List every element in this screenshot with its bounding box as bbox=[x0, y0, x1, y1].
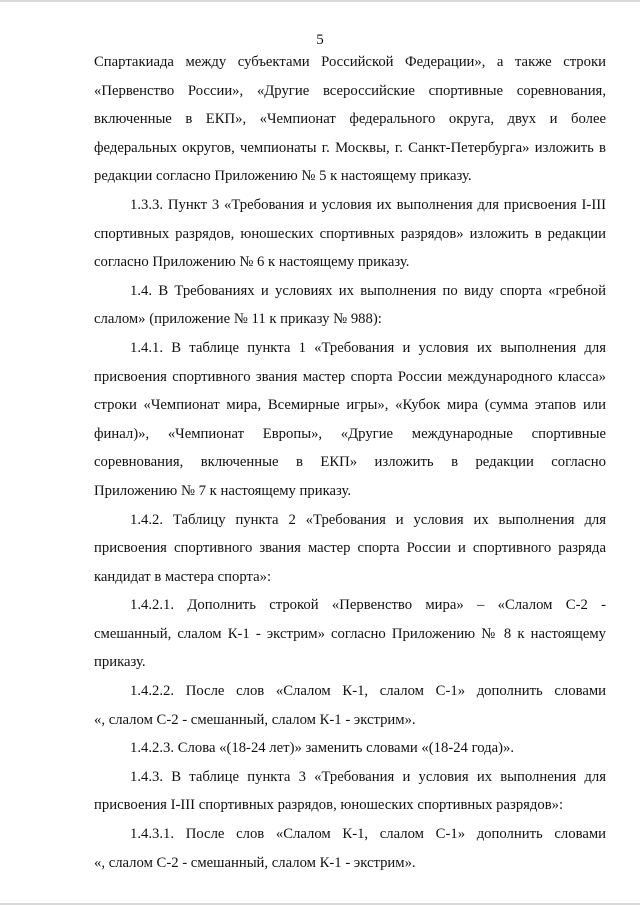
text-line: 1.4.1. В таблице пункта 1 «Требования и условия их выполнения для bbox=[130, 339, 606, 356]
text-line: присвоения I-III спортивных разрядов, юношеских спортивных разрядов»: bbox=[94, 797, 564, 814]
page-number: 5 bbox=[316, 32, 324, 48]
text-line: кандидат в мастера спорта»: bbox=[94, 568, 272, 585]
text-line: слалом» (приложение № 11 к приказу № 988): bbox=[94, 311, 382, 328]
paragraph-p6 bbox=[94, 677, 606, 734]
text-line: 1.4.2.3. Слова «(18-24 лет)» заменить словами «(18-24 года)». bbox=[130, 740, 515, 757]
text-line: спортивных разрядов, юношеских спортивных разрядов» изложить в редакции bbox=[94, 225, 606, 242]
paragraph-p1 bbox=[94, 191, 606, 277]
text-line: соревнования, включенные в ЕКП» изложить в редакции согласно bbox=[94, 454, 606, 471]
paragraph-p8 bbox=[94, 763, 606, 820]
text-line: 1.3.3. Пункт 3 «Требования и условия их выполнения для присвоения I-III bbox=[130, 196, 606, 213]
paragraph-p4 bbox=[94, 506, 606, 592]
text-line: присвоения спортивного звания мастер спорта России и спортивного разряда bbox=[94, 540, 606, 557]
text-line: присвоения спортивного звания мастер спорта России международного класса» bbox=[94, 368, 606, 385]
document-body bbox=[94, 48, 606, 877]
text-line: строки «Чемпионат мира, Всемирные игры», «Кубок мира (сумма этапов или bbox=[94, 397, 606, 414]
text-line: согласно Приложению № 6 к настоящему приказу. bbox=[94, 254, 410, 271]
paragraph-p9 bbox=[94, 820, 606, 877]
paragraph-p2 bbox=[94, 277, 606, 334]
text-line: Приложению № 7 к настоящему приказу. bbox=[94, 482, 352, 499]
text-line: 1.4.3. В таблице пункта 3 «Требования и условия их выполнения для bbox=[130, 768, 606, 785]
text-line: 1.4.2.1. Дополнить строкой «Первенство мира» – «Слалом С-2 - bbox=[130, 597, 606, 614]
text-line: включенные в ЕКП», «Чемпионат федерального округа, двух и более bbox=[94, 111, 606, 128]
paragraph-p0 bbox=[94, 48, 606, 191]
text-line: 1.4. В Требованиях и условиях их выполнения по виду спорта «гребной bbox=[130, 282, 606, 299]
text-line: «Первенство России», «Другие всероссийские спортивные соревнования, bbox=[94, 82, 606, 99]
text-line: «, слалом С-2 - смешанный, слалом К-1 - экстрим». bbox=[94, 854, 416, 871]
text-line: федеральных округов, чемпионаты г. Москвы, г. Санкт-Петербурга» изложить в bbox=[94, 139, 606, 156]
text-line: 1.4.2.2. После слов «Слалом К-1, слалом С-1» дополнить словами bbox=[130, 683, 606, 700]
paragraph-p7 bbox=[94, 734, 606, 763]
text-line: 1.4.2. Таблицу пункта 2 «Требования и условия их выполнения для bbox=[130, 511, 606, 528]
text-line: смешанный, слалом К-1 - экстрим» согласно Приложению № 8 к настоящему bbox=[94, 625, 606, 642]
text-line: финал)», «Чемпионат Европы», «Другие международные спортивные bbox=[94, 425, 606, 442]
text-line: 1.4.3.1. После слов «Слалом К-1, слалом С-1» дополнить словами bbox=[130, 826, 606, 843]
text-line: «, слалом С-2 - смешанный, слалом К-1 - экстрим». bbox=[94, 711, 416, 728]
text-line: Спартакиада между субъектами Российской Федерации», а также строки bbox=[94, 54, 606, 70]
text-line: редакции согласно Приложению № 5 к настоящему приказу. bbox=[94, 168, 472, 185]
paragraph-p3 bbox=[94, 334, 606, 506]
page-top-edge bbox=[0, 0, 640, 2]
paragraph-p5 bbox=[94, 591, 606, 677]
text-line: приказу. bbox=[94, 654, 146, 671]
